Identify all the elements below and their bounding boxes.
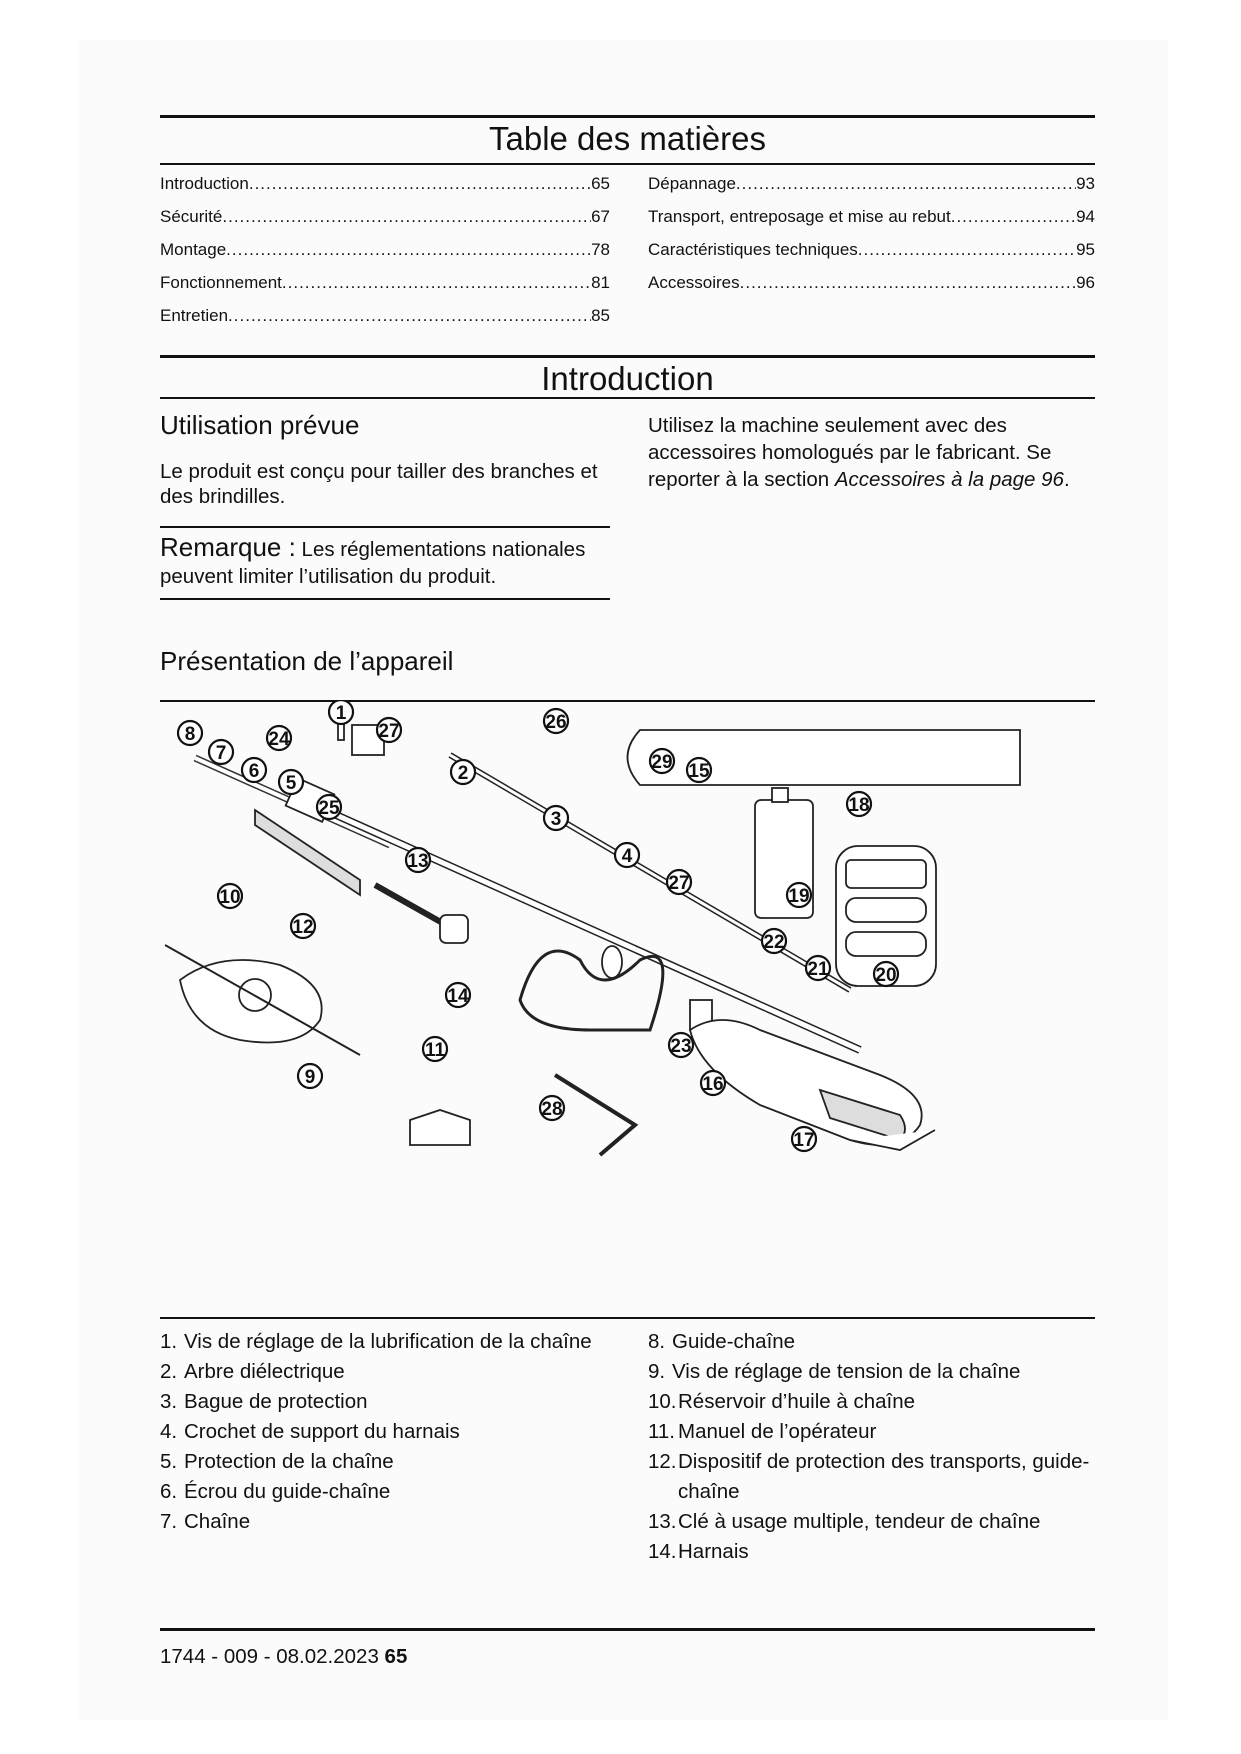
- legend-item: 1. Vis de réglage de la lubrification de la chaîne: [160, 1330, 592, 1353]
- svg-text:14: 14: [447, 986, 469, 1007]
- intro-title: Introduction: [541, 360, 714, 397]
- legend-item: 11. Manuel de l’opérateur: [648, 1420, 877, 1443]
- harness: [520, 951, 663, 1030]
- callout-16: [701, 1071, 725, 1095]
- callout-23: [669, 1033, 693, 1057]
- toc-bottom-rule: [160, 163, 1095, 165]
- svg-text:3: 3: [550, 809, 562, 830]
- callout-21: [806, 956, 830, 980]
- callout-13: [406, 848, 430, 872]
- callout-4: [615, 843, 639, 867]
- svg-text:27: 27: [668, 873, 690, 894]
- legend-top-rule: [160, 1317, 1095, 1319]
- toc-entry-transport[interactable]: Transport, entreposage et mise au rebut ..... 94: [648, 207, 1095, 240]
- callout-28: [540, 1096, 564, 1120]
- callout-11: [423, 1037, 447, 1061]
- legend-right: [648, 1327, 1095, 1567]
- diagram-top-callouts: [160, 700, 1095, 820]
- intro-bottom-rule: [160, 397, 1095, 399]
- svg-text:20: 20: [875, 965, 897, 986]
- intro-right-column: Utilisez la machine seulement avec des accessoires homologués par le fabricant. Se reporter à la section Accessoires à la page 96.: [648, 414, 1070, 491]
- callout-10: [218, 884, 242, 908]
- legend-item: 9. Vis de réglage de tension de la chaîne: [648, 1360, 1021, 1383]
- svg-text:8: 8: [184, 724, 196, 745]
- l-key: [555, 1075, 635, 1155]
- svg-text:26: 26: [545, 712, 567, 733]
- overview-heading: Présentation de l’appareil: [160, 646, 454, 676]
- svg-text:19: 19: [788, 886, 810, 907]
- svg-text:15: 15: [688, 761, 710, 782]
- toc-entry-entretien[interactable]: Entretien ..... 85: [160, 306, 610, 339]
- svg-text:6: 6: [248, 761, 260, 782]
- callout-17: [792, 1127, 816, 1151]
- svg-text:22: 22: [763, 932, 785, 953]
- legend-item: 12. Dispositif de protection des transports, guide-chaîne: [648, 1450, 1090, 1503]
- svg-text:9: 9: [304, 1067, 316, 1088]
- legend-item: 8. Guide-chaîne: [648, 1330, 796, 1353]
- intro-top-rule: [160, 355, 1095, 358]
- toc-entry-accessoires[interactable]: Accessoires ..... 96: [648, 273, 1095, 306]
- svg-text:27: 27: [378, 721, 400, 742]
- svg-text:21: 21: [807, 959, 829, 980]
- multi-tool-key: [440, 915, 468, 943]
- callout-24: [267, 726, 291, 750]
- callout-20: [874, 962, 898, 986]
- legend-left: [160, 1327, 600, 1537]
- callout-19: [787, 883, 811, 907]
- legend-item: 10. Réservoir d’huile à chaîne: [648, 1390, 916, 1413]
- svg-text:5: 5: [285, 773, 297, 794]
- toc-left-column: [160, 174, 610, 339]
- svg-text:29: 29: [651, 752, 673, 773]
- toc-entry-fonctionnement[interactable]: Fonctionnement ..... 81: [160, 273, 610, 306]
- callout-27b: [667, 870, 691, 894]
- legend-item: 13. Clé à usage multiple, tendeur de chaîne: [648, 1510, 1041, 1533]
- callout-29: [650, 749, 674, 773]
- svg-text:24: 24: [268, 729, 290, 750]
- svg-text:10: 10: [219, 887, 241, 908]
- note-title: Remarque :: [160, 532, 296, 562]
- legend-item: 7. Chaîne: [160, 1510, 251, 1533]
- legend-item: 3. Bague de protection: [160, 1390, 368, 1413]
- toc-right-column: [648, 174, 1095, 306]
- svg-text:2: 2: [457, 763, 469, 784]
- svg-text:23: 23: [670, 1036, 692, 1057]
- toc-entry-montage[interactable]: Montage ..... 78: [160, 240, 610, 273]
- toc-entry-depannage[interactable]: Dépannage ..... 93: [648, 174, 1095, 207]
- note-text: Les réglementations nationales peuvent limiter l’utilisation du produit.: [160, 538, 586, 588]
- footer-rule: [160, 1628, 1095, 1631]
- svg-text:7: 7: [215, 743, 227, 764]
- legend-item: 6. Écrou du guide-chaîne: [160, 1480, 391, 1503]
- callout-12: [291, 914, 315, 938]
- accessories-text: Utilisez la machine seulement avec des accessoires homologués par le fabricant. Se reporter à la section: [648, 414, 1052, 491]
- usage-text: Le produit est conçu pour tailler des branches et des brindilles.: [160, 460, 598, 508]
- page-number: 65: [384, 1645, 408, 1668]
- callout-14: [446, 983, 470, 1007]
- toc-title: Table des matières: [489, 120, 766, 157]
- svg-text:1: 1: [335, 703, 347, 724]
- callout-22: [762, 929, 786, 953]
- toc-entry-introduction[interactable]: Introduction ..... 65: [160, 174, 610, 207]
- svg-text:11: 11: [424, 1040, 446, 1061]
- note-box: [160, 526, 610, 600]
- footer: [160, 1645, 407, 1669]
- toc-top-rule: [160, 115, 1095, 118]
- svg-text:16: 16: [702, 1074, 724, 1095]
- legend-item: 4. Crochet de support du harnais: [160, 1420, 460, 1443]
- legend-item: 5. Protection de la chaîne: [160, 1450, 394, 1473]
- legend-item: 14. Harnais: [648, 1540, 749, 1563]
- toc-entry-caracteristiques[interactable]: Caractéristiques techniques ..... 95: [648, 240, 1095, 273]
- accessories-link[interactable]: Accessoires à la page 96: [834, 468, 1064, 491]
- toc-entry-securite[interactable]: Sécurité ..... 67: [160, 207, 610, 240]
- svg-text:13: 13: [407, 851, 429, 872]
- svg-text:18: 18: [848, 795, 870, 816]
- usage-heading: Utilisation prévue: [160, 410, 360, 440]
- protection-ring: [602, 946, 622, 978]
- callout-9: [298, 1064, 322, 1088]
- svg-text:28: 28: [541, 1099, 563, 1120]
- svg-text:4: 4: [621, 846, 633, 867]
- footer-doc-id: 1744 - 009 - 08.02.2023: [160, 1645, 379, 1668]
- operator-manual: [410, 1110, 470, 1145]
- svg-text:17: 17: [793, 1130, 815, 1151]
- svg-text:25: 25: [318, 798, 340, 819]
- intro-left-column: [160, 410, 610, 600]
- legend-item: 2. Arbre diélectrique: [160, 1360, 345, 1383]
- svg-text:12: 12: [292, 917, 314, 938]
